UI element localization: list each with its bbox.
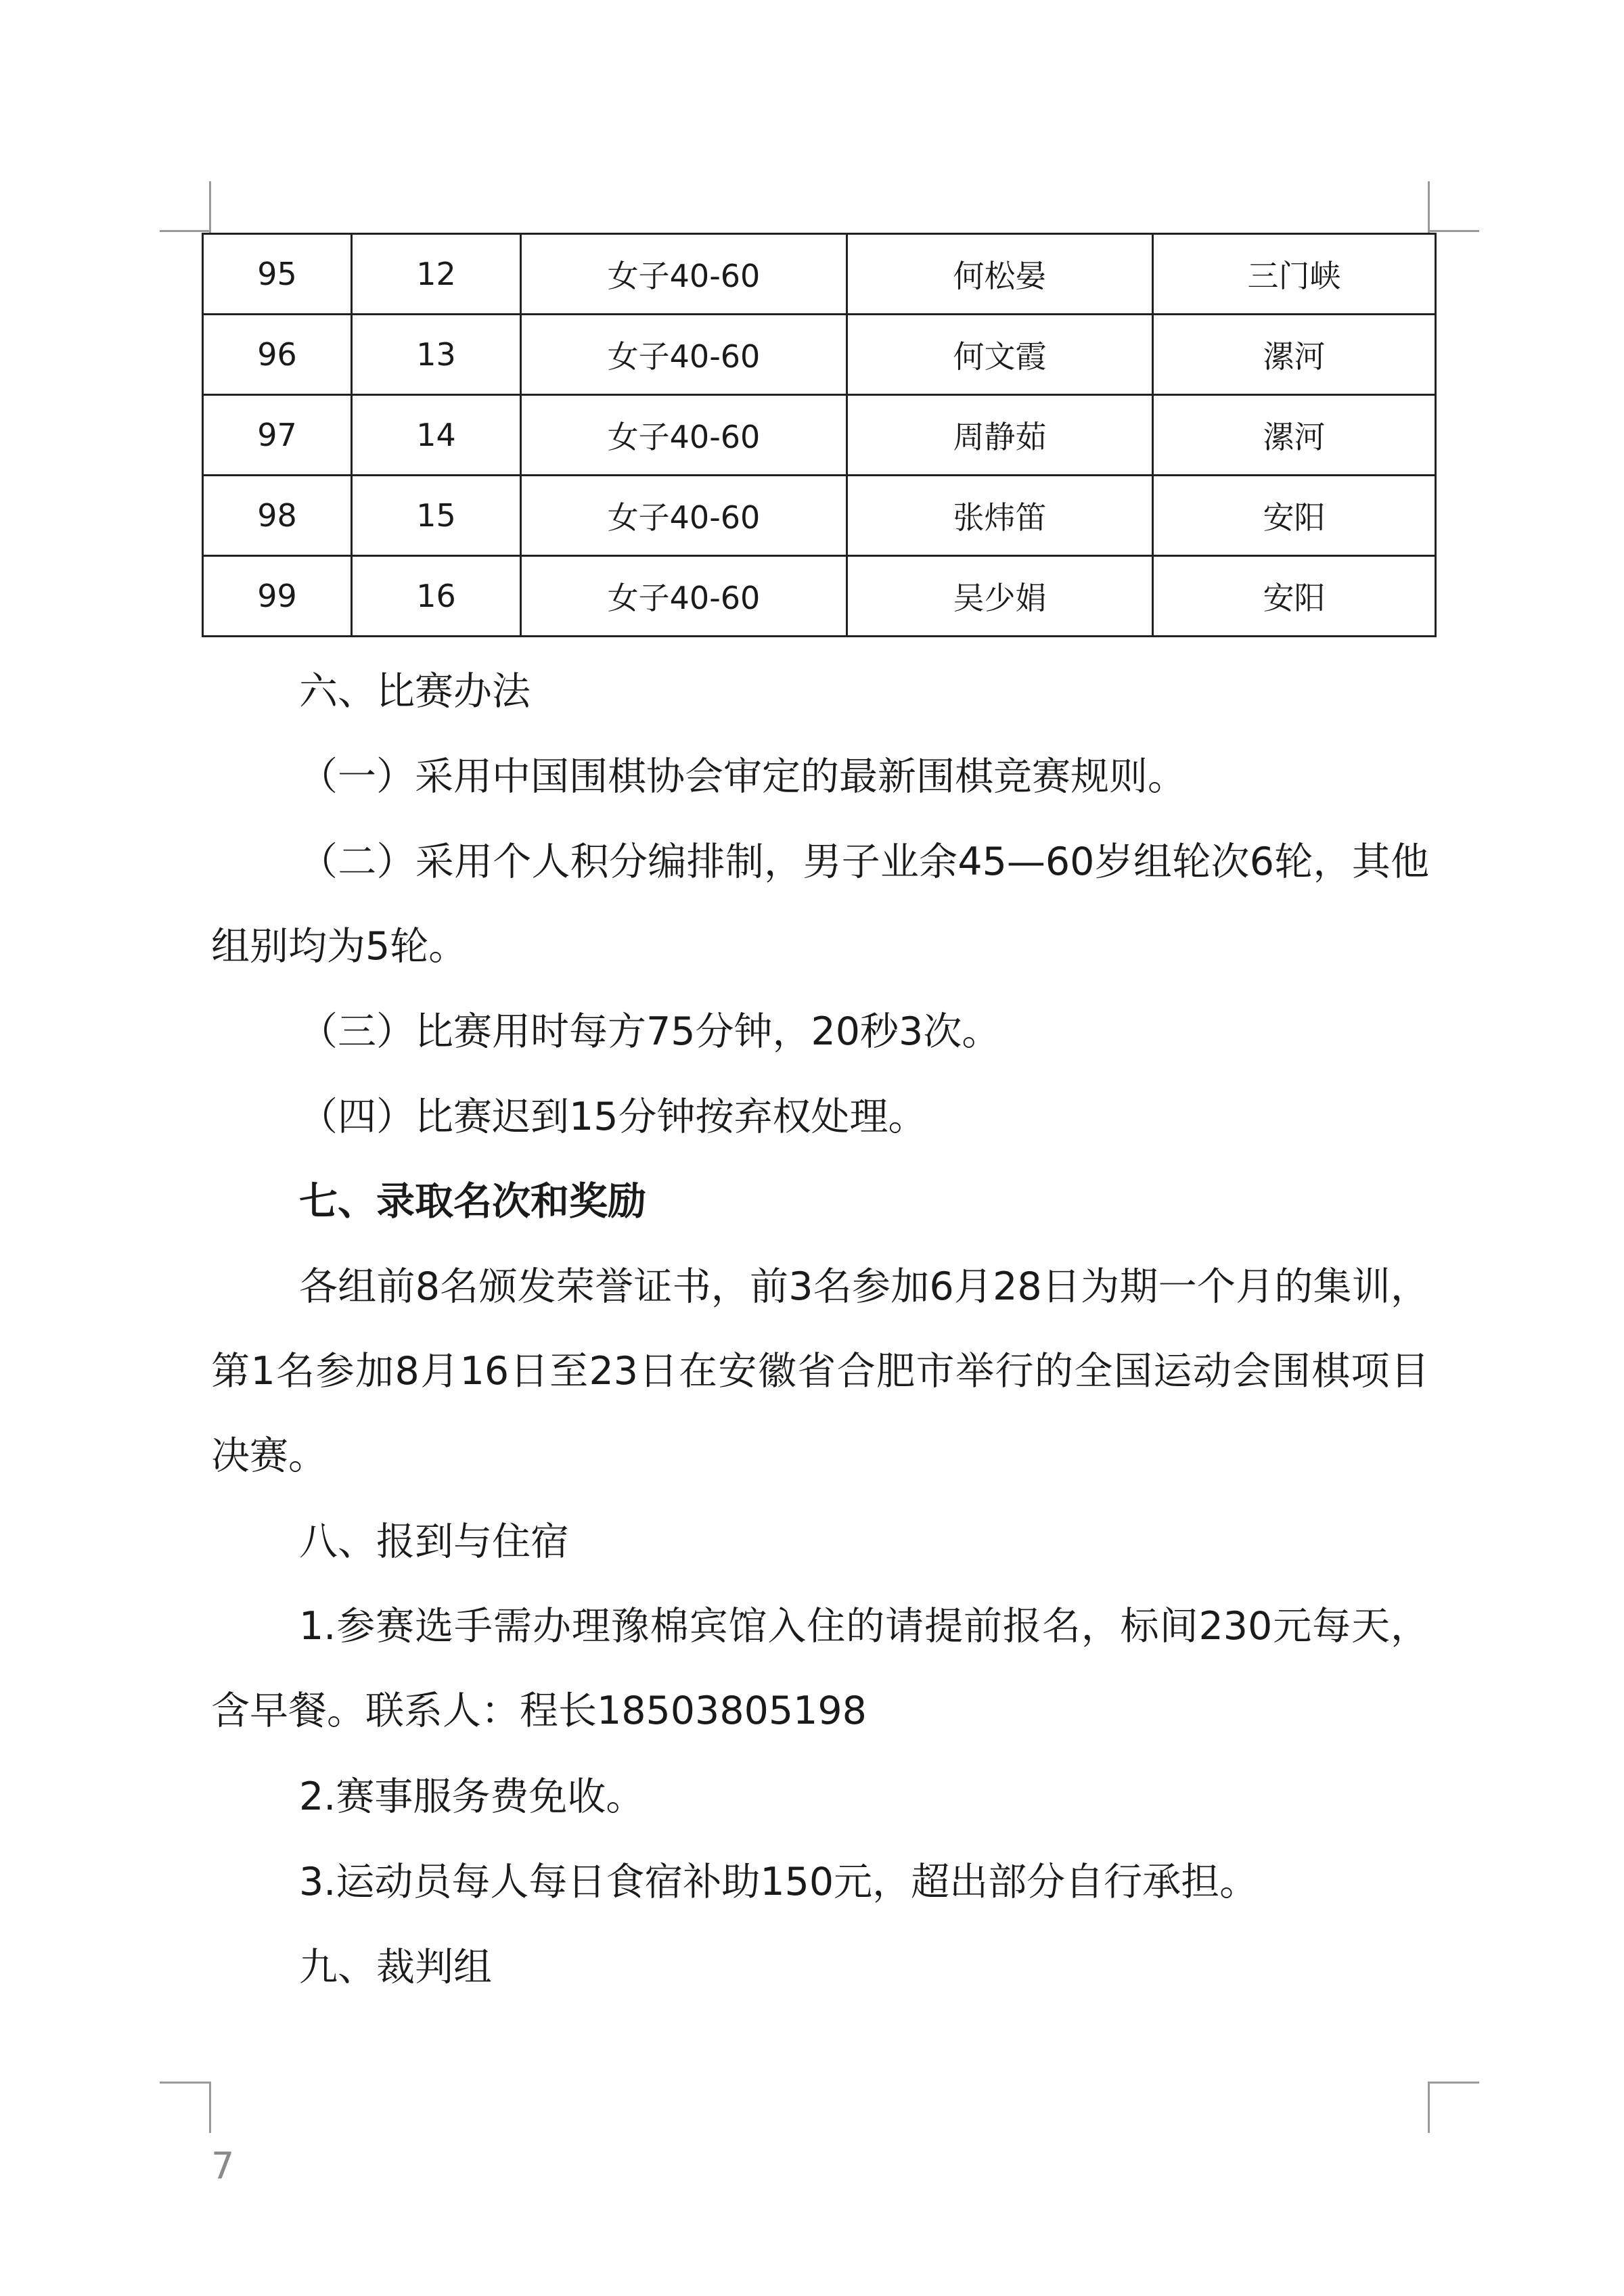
section-6-item-1: （一）采用中国围棋协会审定的最新围棋竞赛规则。 <box>299 754 1186 799</box>
cell-city: 漯河 <box>1153 395 1436 476</box>
section-6-item-2: （二）采用个人积分编排制，男子业余45—60岁组轮次6轮，其他组别均为5轮。 <box>211 840 1429 969</box>
cell-name: 何文霞 <box>847 315 1153 395</box>
crop-mark-bottom-left-vertical <box>209 2082 211 2133</box>
cell-name: 何松晏 <box>847 234 1153 315</box>
cell-number: 16 <box>352 556 521 637</box>
table-row <box>203 395 1436 476</box>
cell-group: 女子40-60 <box>521 556 847 637</box>
cell-group: 女子40-60 <box>521 234 847 315</box>
cell-name: 周静茹 <box>847 395 1153 476</box>
crop-mark-top-right-horizontal <box>1428 230 1479 232</box>
page-number: 7 <box>211 2144 235 2187</box>
cell-group: 女子40-60 <box>521 476 847 556</box>
table-row <box>203 315 1436 395</box>
crop-mark-bottom-right-vertical <box>1428 2082 1430 2133</box>
cell-name: 吴少娟 <box>847 556 1153 637</box>
cell-city: 漯河 <box>1153 315 1436 395</box>
cell-name: 张炜笛 <box>847 476 1153 556</box>
section-8-item-3: 3.运动员每人每日食宿补助150元，超出部分自行承担。 <box>299 1860 1259 1904</box>
cell-number: 14 <box>352 395 521 476</box>
table-row <box>203 556 1436 637</box>
crop-mark-top-right-vertical <box>1428 181 1430 233</box>
section-6-item-3: （三）比赛用时每方75分钟，20秒3次。 <box>299 1009 1001 1054</box>
cell-serial: 97 <box>203 395 352 476</box>
section-7-body: 各组前8名颁发荣誉证书，前3名参加6月28日为期一个月的集训，第1名参加8月16日至23日在安徽省合肥市举行的全国运动会围棋项目决赛。 <box>211 1264 1429 1478</box>
crop-mark-bottom-left-horizontal <box>160 2082 211 2084</box>
cell-serial: 96 <box>203 315 352 395</box>
cell-city: 安阳 <box>1153 556 1436 637</box>
cell-city: 三门峡 <box>1153 234 1436 315</box>
cell-group: 女子40-60 <box>521 315 847 395</box>
cell-group: 女子40-60 <box>521 395 847 476</box>
crop-mark-top-left-vertical <box>209 181 211 233</box>
cell-number: 13 <box>352 315 521 395</box>
section-9-heading: 九、裁判组 <box>299 1945 492 1990</box>
cell-number: 15 <box>352 476 521 556</box>
section-8-item-2: 2.赛事服务费免收。 <box>299 1774 645 1819</box>
cell-serial: 95 <box>203 234 352 315</box>
roster-table <box>202 233 1437 637</box>
section-6-item-4: （四）比赛迟到15分钟按弃权处理。 <box>299 1095 927 1139</box>
cell-number: 12 <box>352 234 521 315</box>
cell-serial: 98 <box>203 476 352 556</box>
cell-serial: 99 <box>203 556 352 637</box>
crop-mark-bottom-right-horizontal <box>1428 2082 1479 2084</box>
section-8-heading: 八、报到与住宿 <box>299 1519 569 1564</box>
crop-mark-top-left-horizontal <box>160 230 211 232</box>
section-7-heading: 七、录取名次和奖励 <box>299 1179 646 1224</box>
table-row <box>203 476 1436 556</box>
section-6-heading: 六、比赛办法 <box>299 669 531 714</box>
section-8-item-1: 1.参赛选手需办理豫棉宾馆入住的请提前报名，标间230元每天，含早餐。联系人：程长18503805198 <box>211 1604 1429 1733</box>
cell-city: 安阳 <box>1153 476 1436 556</box>
table-row <box>203 234 1436 315</box>
